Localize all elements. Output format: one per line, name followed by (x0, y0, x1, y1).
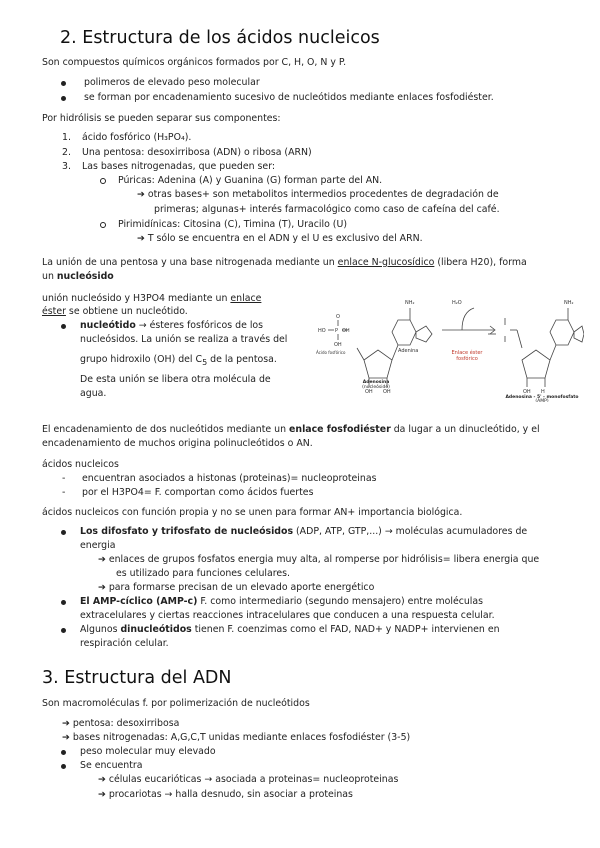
acid-p-label: P (335, 328, 339, 334)
ester-link[interactable]: enlace (230, 293, 262, 304)
nucleotide-paragraph-cont: éster se obtiene un nucleótido. (42, 306, 188, 317)
nucleotide-bullet-cont: agua. (80, 388, 107, 399)
nh2-label: NH₂ (405, 300, 415, 306)
adenosine-label: Adenosina (362, 380, 390, 385)
list-item (62, 76, 260, 90)
dinucleotide-paragraph-cont: encadenamiento de muchos origina polinucleótidos o AN. (42, 438, 313, 449)
dna-intro: Son macromoléculas f. por polimerización de nucleótidos (42, 698, 310, 709)
acid-label: Ácido fosfórico (316, 350, 346, 355)
difosfato-subitem-cont: es utilizado para funciones celulares. (116, 568, 291, 579)
purinas-subitem: ➔ otras bases+ son metabolitos intermedios procedentes de degradación de (137, 189, 499, 200)
difosfato-bullet-cont: energia (80, 540, 116, 551)
dna-item: peso molecular muy elevado (62, 745, 216, 759)
pirimidinas-item (100, 218, 347, 232)
list-item (62, 91, 494, 105)
dinucleotide-paragraph: El encadenamiento de dos nucleótidos mediante un enlace fosfodiéster da lugar a un dinucleótido, y el (42, 424, 540, 435)
dna-item: ➔ pentosa: desoxirribosa (62, 718, 180, 729)
nucleotide-formation-diagram (312, 290, 584, 402)
acid-oh-label: OH (342, 328, 350, 334)
n-glucosidic-link[interactable]: enlace N-glucosídico (337, 257, 435, 268)
list-item-text: polimeros de elevado peso molecular (84, 77, 260, 88)
hydrolysis-intro: Por hidrólisis se pueden separar sus componentes: (42, 113, 281, 124)
nucleotide-paragraph: unión nucleósido y H3PO4 mediante un enlace (42, 293, 262, 304)
acid-oh2-label: OH (334, 342, 342, 348)
composition-text: Son compuestos químicos orgánicos formados por C, H, O, N y P. (42, 57, 347, 68)
pirimidinas-text: Pirimidínicas: Citosina (C), Timina (T), Uracilo (U) (118, 219, 347, 230)
difosfato-bullet: Los difosfato y trifosfato de nucleósidos (ADP, ATP, GTP,...) → moléculas acumuladores de (62, 525, 527, 539)
acid-ho-label: HO (318, 328, 326, 334)
h2o-label: H₂O (452, 300, 462, 306)
difosfato-subitem: ➔ enlaces de grupos fosfatos energia muy alta, al romperse por hidrólisis= libera energia que (98, 554, 540, 565)
nucleoside-paragraph-cont: un nucleósido (42, 271, 114, 282)
list-item-text: se forman por encadenamiento sucesivo de nucleótidos mediante enlaces fosfodiéster. (84, 92, 494, 103)
h-label: H (541, 389, 545, 395)
arrow-icon: ➔ (137, 233, 145, 244)
dinucleotides-bullet: Algunos dinucleótidos tienen F. coenzimas como el FAD, NAD+ y NADP+ intervienen en (62, 623, 500, 637)
section-3-title: 3. Estructura del ADN (42, 668, 232, 688)
adenosine-sub: (nucleósido) (362, 385, 390, 390)
oh-label: OH (523, 389, 531, 395)
item-text: Las bases nitrogenadas, que pueden ser: (82, 161, 276, 172)
dash-item: - por el H3PO4= F. comportan como ácidos fuertes (62, 487, 314, 498)
amp-bullet: El AMP-cíclico (AMP-c) F. como intermediario (segundo mensajero) entre moléculas (62, 595, 483, 609)
pirimidinas-subitem: ➔ T sólo se encuentra en el ADN y el U es exclusivo del ARN. (137, 233, 423, 244)
bond-label: fosfórico (456, 356, 478, 362)
arrow-icon: ➔ (98, 789, 106, 800)
item-number: 2. (62, 147, 71, 158)
amp-label: Adenosina - 5' - monofosfato (505, 395, 579, 400)
amp-bullet-cont: extracelulares y ciertas reacciones intracelulares que conducen a una respuesta celular. (80, 610, 495, 621)
dash-item: - encuentran asociados a histonas (proteinas)= nucleoproteinas (62, 473, 377, 484)
nucleotide-bullet-cont: grupo hidroxilo (OH) del $C_5$ de la pentosa. (80, 354, 277, 367)
arrow-icon: ➔ (98, 774, 106, 785)
arrow-icon: ➔ (62, 718, 70, 729)
item-number: 3. (62, 161, 71, 172)
purinas-text: Púricas: Adenina (A) y Guanina (G) forman parte del AN. (118, 175, 383, 186)
dna-subitem: ➔ procariotas → halla desnudo, sin asociar a proteinas (98, 789, 353, 800)
base-label: Adenina (398, 348, 419, 354)
numbered-item (62, 131, 192, 145)
numbered-item (62, 160, 276, 174)
item-number: 1. (62, 132, 71, 143)
purinas-item (100, 174, 382, 188)
oh-label: OH (365, 389, 373, 395)
nucleotide-bullet-cont: nucleósidos. La unión se realiza a través del (80, 334, 288, 345)
acids-title: ácidos nucleicos (42, 459, 119, 470)
section-2-title: 2. Estructura de los ácidos nucleicos (60, 28, 380, 48)
ester-link[interactable]: éster (42, 306, 66, 317)
dinucleotides-bullet-cont: respiración celular. (80, 638, 169, 649)
item-text: ácido fosfórico (H₃PO₄). (82, 132, 192, 143)
nucleoside-paragraph: La unión de una pentosa y una base nitrogenada mediante un enlace N-glucosídico (libera H20), forma (42, 257, 527, 268)
difosfato-subitem: ➔ para formarse precisan de un elevado aporte energético (98, 582, 375, 593)
arrow-icon: ➔ (98, 554, 106, 565)
acid-o-label: O (336, 314, 340, 320)
purinas-subitem-cont: primeras; algunas+ interés farmacológico como caso de cafeína del café. (154, 204, 500, 215)
nh2-label: NH₂ (564, 300, 574, 306)
arrow-icon: ➔ (137, 189, 145, 200)
nucleotide-bullet-cont: De esta unión se libera otra molécula de (80, 374, 271, 385)
numbered-item (62, 146, 312, 160)
oh-label: OH (383, 389, 391, 395)
arrow-icon: ➔ (98, 582, 106, 593)
nucleoside-term: nucleósido (56, 271, 114, 282)
item-text: Una pentosa: desoxirribosa (ADN) o ribosa (ARN) (82, 147, 312, 158)
nucleotide-bullet: nucleótido → ésteres fosfóricos de los (62, 319, 263, 333)
dna-item: Se encuentra (62, 759, 143, 773)
bond-label: Enlace éster (451, 350, 483, 356)
dna-subitem: ➔ células eucarióticas → asociada a proteinas= nucleoproteinas (98, 774, 399, 785)
amp-sub: (AMP) (535, 399, 549, 402)
arrow-icon: ➔ (62, 732, 70, 743)
dna-item: ➔ bases nitrogenadas: A,G,C,T unidas mediante enlaces fosfodiéster (3-5) (62, 732, 411, 743)
own-function-text: ácidos nucleicos con función propia y no se unen para formar AN+ importancia biológica. (42, 507, 463, 518)
